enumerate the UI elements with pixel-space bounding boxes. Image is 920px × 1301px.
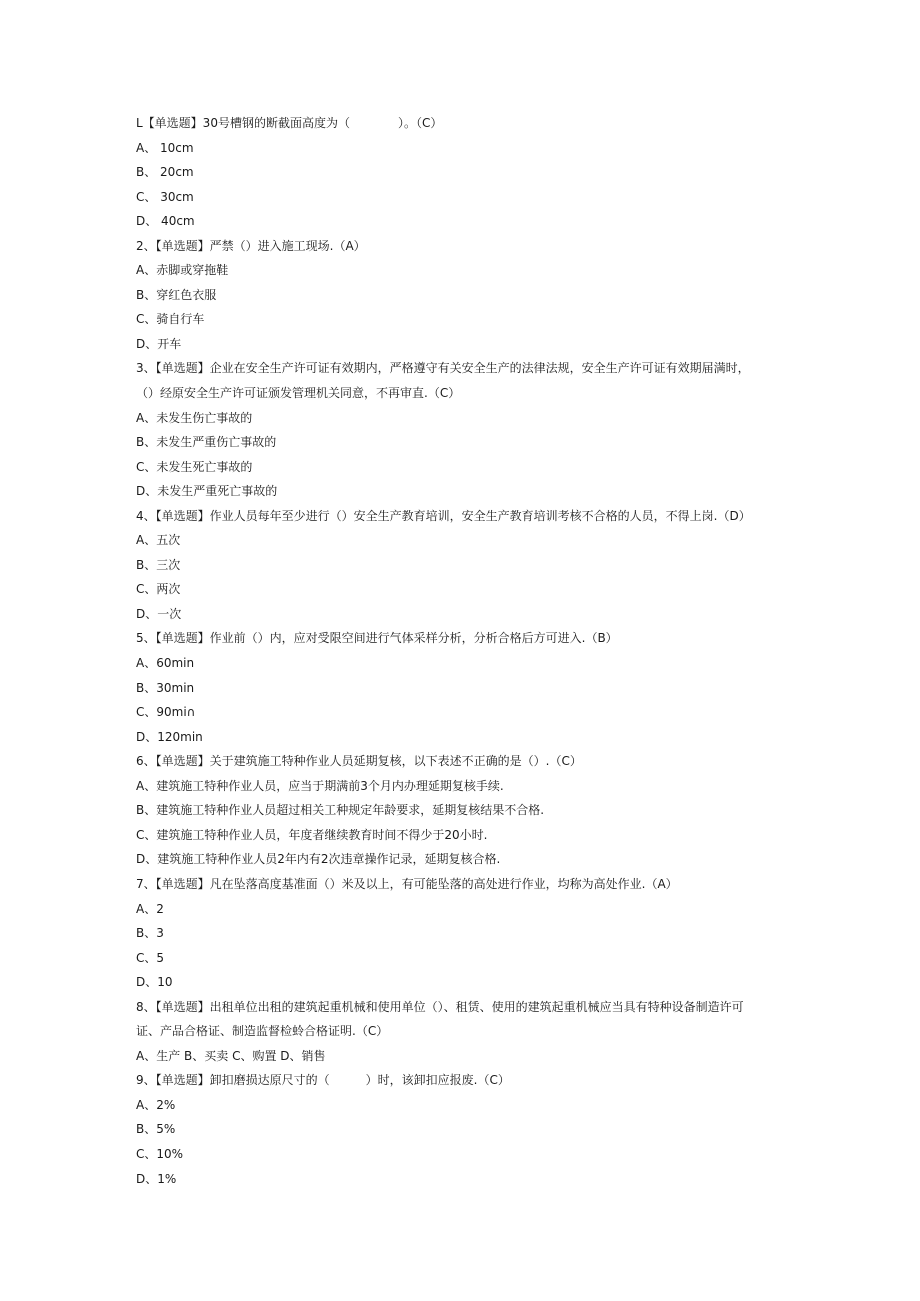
question-stem: 6、【单选题】关于建筑施工特种作业人员延期复核，以下表述不正确的是（）.（C） [136,754,582,769]
answer-option: B、未发生严重伤亡事故的 [136,435,277,450]
answer-option: A、建筑施工特种作业人员，应当于期满前3个月内办理延期复核手续. [136,778,504,793]
answer-option: A、生产 B、买卖 C、购置 D、销售 [136,1048,326,1063]
answer-option: B、穿红色衣服 [136,287,217,302]
question-block [136,234,786,357]
answer-option: D、未发生严重死亡事故的 [136,484,278,499]
question-block [136,995,786,1069]
answer-option: B、建筑施工特种作业人员超过相关工种规定年龄要求，延期复核结果不合格. [136,803,545,818]
answer-option: B、3 [136,926,164,941]
answer-option: D、1% [136,1171,177,1186]
question-stem: 2、【单选题】严禁（）进入施工现场.（A） [136,238,366,253]
answer-option: D、开车 [136,336,182,351]
question-block [136,504,786,627]
answer-option: D、一次 [136,606,182,621]
answer-option: C、90mi∩ [136,705,196,720]
answer-option: C、10% [136,1146,184,1161]
answer-option: C、5 [136,950,165,965]
answer-option: D、建筑施工特种作业人员2年内有2次违章操作记录，延期复核合格. [136,852,501,867]
answer-option: D、 40cm [136,214,195,229]
answer-option: A、60min [136,656,195,671]
question-stem: 9、【单选题】卸扣磨损达原尺寸的（ ）时，该卸扣应报废.（C） [136,1073,510,1088]
answer-option: A、2 [136,901,164,916]
answer-option: B、三次 [136,557,181,572]
answer-option: A、赤脚或穿拖鞋 [136,263,229,278]
answer-option: B、5% [136,1122,176,1137]
question-block [136,1068,786,1191]
answer-option: C、骑自行车 [136,312,205,327]
question-block [136,111,786,234]
answer-option: A、五次 [136,533,181,548]
answer-option: A、未发生伤亡事故的 [136,410,253,425]
answer-option: C、两次 [136,582,181,597]
question-stem: 3、【单选题】企业在安全生产许可证有效期内，严格遵守有关安全生产的法律法规，安全生产许可证有效期届满时， [136,361,750,376]
question-block [136,356,786,503]
answer-option: A、 10cm [136,140,194,155]
answer-option: D、120min [136,729,203,744]
answer-option: C、未发生死亡事故的 [136,459,253,474]
question-block [136,626,786,749]
question-stem: 7、【单选题】凡在坠落高度基准面（）米及以上，有可能坠落的高处进行作业，均称为高处作业.（A） [136,876,678,891]
answer-option: B、30min [136,680,195,695]
answer-option: C、建筑施工特种作业人员，年度者继续教育时间不得少于20小时. [136,827,488,842]
question-stem: 8、【单选题】出租单位出租的建筑起重机械和使用单位（）、租赁、使用的建筑起重机械应当具有特种设备制造许可 [136,999,744,1014]
question-stem: 4、【单选题】作业人员每年至少进行（）安全生产教育培训，安全生产教育培训考核不合格的人员，不得上岗.（D） [136,508,751,523]
question-stem: L【单选题】30号槽钢的断截面高度为（ ）。（C） [136,116,443,130]
answer-option: C、 30cm [136,189,194,204]
question-stem: 5、【单选题】作业前（）内，应对受限空间进行气体采样分析，分析合格后方可进入.（B） [136,631,618,646]
answer-option: B、 20cm [136,165,194,180]
question-stem: 证、产品合格证、制造监督检蛉合格证明.（C） [136,1024,389,1039]
answer-option: D、10 [136,975,173,990]
question-list [136,111,786,1191]
question-stem: （）经原安全生产许可证颁发管理机关同意，不再审直.（C） [136,386,461,401]
question-block [136,749,786,872]
answer-option: A、2% [136,1097,176,1112]
question-block [136,872,786,995]
